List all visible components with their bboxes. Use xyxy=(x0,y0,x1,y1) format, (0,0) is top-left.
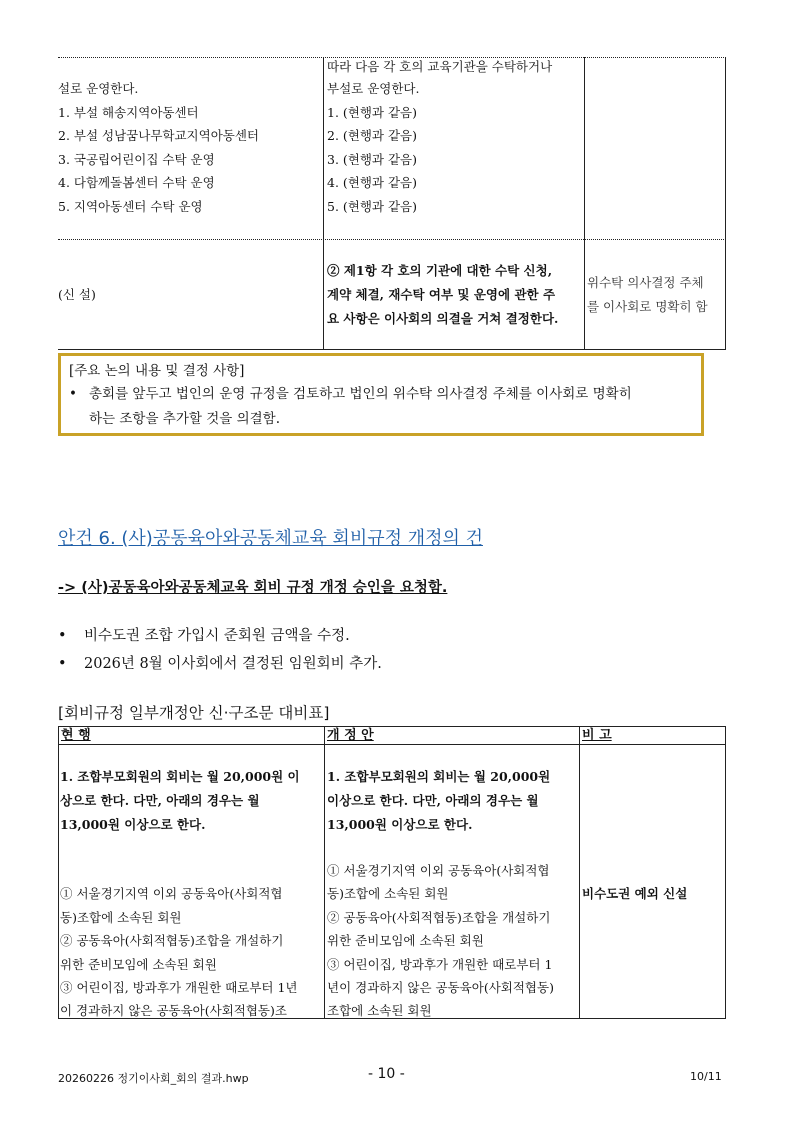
discussion-bullet-item xyxy=(69,382,693,407)
table1-bottom-border xyxy=(58,349,726,350)
table2-current-line: ② 공동육아(사회적협동)조합을 개설하기 xyxy=(60,933,284,948)
table2-remark: 비수도권 예외 신설 xyxy=(582,886,688,901)
table2-current-bold-line: 1. 조합부모회원의 회비는 월 20,000원 이 xyxy=(60,769,300,784)
table2-proposed-line: 년이 경과하지 않은 공동육아(사회적협동) xyxy=(327,980,554,995)
table2-proposed-bold-line: 1. 조합부모회원의 회비는 월 20,000원 xyxy=(327,769,551,784)
table1-current-line: 설로 운영한다. xyxy=(58,81,139,96)
table1-proposed-line: 2. (현행과 같음) xyxy=(327,128,418,143)
table1-current-line: 4. 다함께돌봄센터 수탁 운영 xyxy=(58,175,215,190)
discussion-text-line1: 총회를 앞두고 법인의 운영 규정을 검토하고 법인의 위수탁 의사결정 주체를 이사회로 명확히 xyxy=(89,386,632,402)
table1-proposed-line: 4. (현행과 같음) xyxy=(327,175,418,190)
table1-proposed-line: 부설로 운영한다. xyxy=(327,81,420,96)
footer-page-number: - 10 - xyxy=(368,1066,405,1082)
agenda-bullet-text: 2026년 8월 이사회에서 결정된 임원회비 추가. xyxy=(84,656,382,672)
table2-current-bold-line: 13,000원 이상으로 한다. xyxy=(60,817,206,832)
table2-proposed-line: ② 공동육아(사회적협동)조합을 개설하기 xyxy=(327,910,551,925)
table1-right-border xyxy=(725,57,726,350)
table2-proposed-line: ① 서울경기지역 이외 공동육아(사회적협 xyxy=(327,863,550,878)
table1-col-divider-2 xyxy=(584,57,585,350)
discussion-heading: [주요 논의 내용 및 결정 사항] xyxy=(69,363,245,379)
agenda-bullet-item xyxy=(58,624,350,645)
bullet-marker: • xyxy=(69,386,77,402)
table1-new-marker: (신 설) xyxy=(58,287,96,302)
table2-current-line: 이 경과하지 않은 공동육아(사회적협동)조 xyxy=(60,1003,287,1018)
table2-current-line: 위한 준비모임에 소속된 회원 xyxy=(60,957,217,972)
table2-current-line: ③ 어린이집, 방과후가 개원한 때로부터 1년 xyxy=(60,980,298,995)
table2-header-remark: 비 고 xyxy=(582,728,612,743)
table1-current-line: 2. 부설 성남꿈나무학교지역아동센터 xyxy=(58,128,259,143)
fee-regulation-comparison-table xyxy=(58,726,726,1019)
agenda-bullet-item xyxy=(58,652,382,673)
table1-col-divider-1 xyxy=(323,57,324,350)
agenda-title: 안건 6. (사)공동육아와공동체교육 회비규정 개정의 건 xyxy=(58,528,483,549)
table2-current-line: ① 서울경기지역 이외 공동육아(사회적협 xyxy=(60,886,283,901)
table1-current-line: 5. 지역아동센터 수탁 운영 xyxy=(58,199,203,214)
table1-new-clause-line: 계약 체결, 재수탁 여부 및 운영에 관한 주 xyxy=(327,287,556,302)
table2-proposed-line: 위한 준비모임에 소속된 회원 xyxy=(327,933,484,948)
table1-new-clause-line: ② 제1항 각 호의 기관에 대한 수탁 신청, xyxy=(327,263,553,278)
table2-proposed-line: 조합에 소속된 회원 xyxy=(327,1003,432,1018)
table2-current-bold-line: 상으로 한다. 다만, 아래의 경우는 월 xyxy=(60,793,260,808)
footer-page-count: 10/11 xyxy=(690,1070,722,1083)
table1-row-divider xyxy=(58,239,726,240)
agenda-bullet-text: 비수도권 조합 가입시 준회원 금액을 수정. xyxy=(84,628,350,644)
table2-col-divider-1 xyxy=(324,727,325,1018)
table1-new-clause-line: 요 사항은 이사회의 의결을 거쳐 결정한다. xyxy=(327,311,559,326)
discussion-text-line2: 하는 조항을 추가할 것을 의결함. xyxy=(89,411,280,427)
table2-header-divider xyxy=(59,744,725,745)
table1-current-line: 3. 국공립어린이집 수탁 운영 xyxy=(58,152,215,167)
table1-proposed-line: 따라 다음 각 호의 교육기관을 수탁하거나 xyxy=(327,59,553,74)
table2-col-divider-2 xyxy=(579,727,580,1018)
table1-remark-line: 를 이사회로 명확히 함 xyxy=(587,299,708,314)
table1-proposed-line: 1. (현행과 같음) xyxy=(327,105,418,120)
bullet-marker: • xyxy=(58,628,67,644)
table2-current-line: 동)조합에 소속된 회원 xyxy=(60,910,182,925)
revision-table-1 xyxy=(58,57,726,350)
table2-caption: [회비규정 일부개정안 신·구조문 대비표] xyxy=(58,704,330,722)
table2-proposed-line: ③ 어린이집, 방과후가 개원한 때로부터 1 xyxy=(327,957,553,972)
footer-filename: 20260226 정기이사회_회의 결과.hwp xyxy=(58,1072,249,1085)
table2-proposed-bold-line: 이상으로 한다. 다만, 아래의 경우는 월 xyxy=(327,793,539,808)
agenda-request: -> (사)공동육아와공동체교육 회비 규정 개정 승인을 요청함. xyxy=(58,580,448,596)
table2-proposed-line: 동)조합에 소속된 회원 xyxy=(327,886,449,901)
table1-proposed-line: 5. (현행과 같음) xyxy=(327,199,418,214)
bullet-marker: • xyxy=(58,656,67,672)
table1-proposed-line: 3. (현행과 같음) xyxy=(327,152,418,167)
table2-proposed-bold-line: 13,000원 이상으로 한다. xyxy=(327,817,473,832)
table2-header-proposed: 개 정 안 xyxy=(327,728,374,743)
table1-current-line: 1. 부설 해송지역아동센터 xyxy=(58,105,199,120)
table2-header-current: 현 행 xyxy=(61,728,91,743)
discussion-box xyxy=(58,353,704,436)
table1-remark-line: 위수탁 의사결정 주체 xyxy=(587,275,704,290)
